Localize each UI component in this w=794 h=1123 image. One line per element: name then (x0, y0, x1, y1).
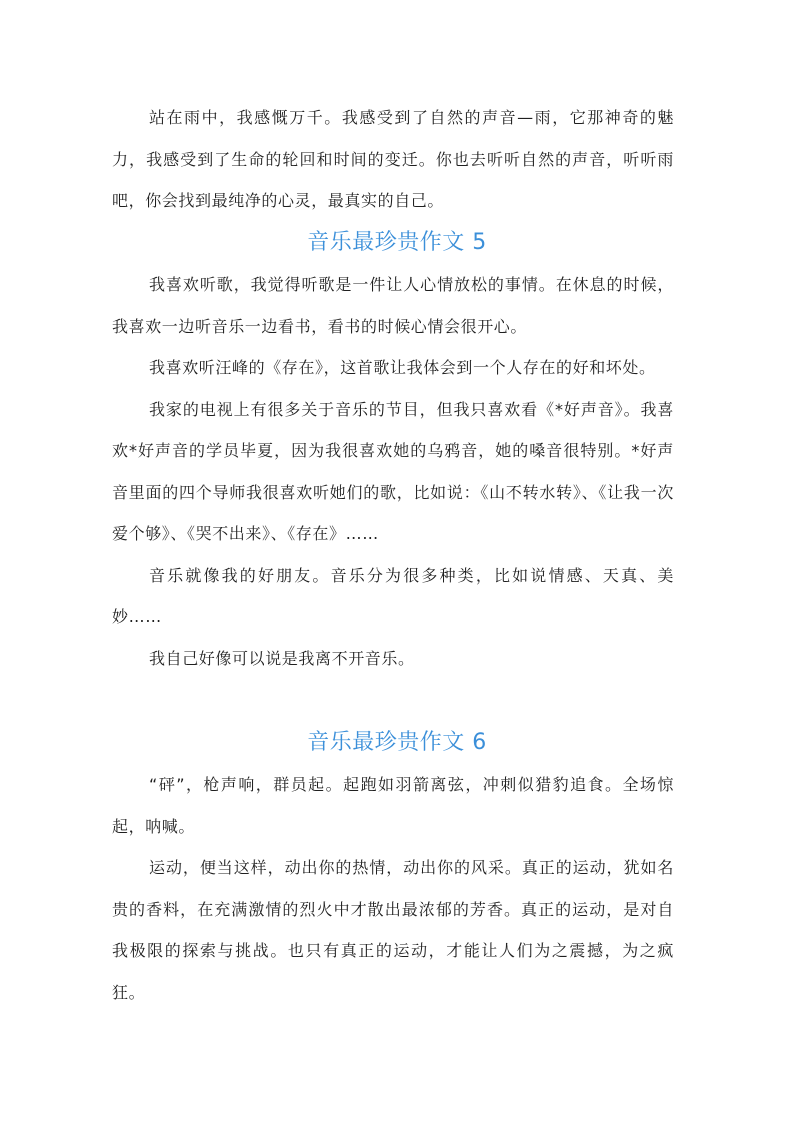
essay-4-ending (112, 97, 674, 222)
essay-5-title: 音乐最珍贵作文 5 (307, 230, 487, 255)
paragraph: “砰”，枪声响，群员起。起跑如羽箭离弦，冲刺似猎豹追食。全场惊起，呐喊。 (112, 775, 674, 836)
paragraph: 我喜欢听歌，我觉得听歌是一件让人心情放松的事情。在休息的时候，我喜欢一边听音乐一边看书，看书的时候心情会很开心。 (112, 275, 674, 336)
paragraph: 我喜欢听汪峰的《存在》，这首歌让我体会到一个人存在的好和坏处。 (149, 358, 656, 377)
paragraph: 音乐就像我的好朋友。音乐分为很多种类，比如说情感、天真、美妙…… (112, 565, 674, 626)
paragraph: 站在雨中，我感慨万千。我感受到了自然的声音—雨，它那神奇的魅力，我感受到了生命的轮回和时间的变迁。你也去听听自然的声音，听听雨吧，你会找到最纯净的心灵，最真实的自己。 (112, 108, 674, 210)
essay-6-title: 音乐最珍贵作文 6 (307, 730, 487, 755)
paragraph: 运动，便当这样，动出你的热情，动出你的风采。真正的运动，犹如名贵的香料，在充满激情的烈火中才散出最浓郁的芳香。真正的运动，是对自我极限的探索与挑战。也只有真正的运动，才能让人们为之震撼，为之疯狂。 (112, 858, 674, 1002)
essay-6-body (112, 764, 674, 1013)
essay-5-body (112, 264, 674, 679)
paragraph: 我家的电视上有很多关于音乐的节目，但我只喜欢看《*好声音》。我喜欢*好声音的学员毕夏，因为我很喜欢她的乌鸦音，她的嗓音很特别。*好声音里面的四个导师我很喜欢听她们的歌，比如说：《山不转水转》、《让我一次爱个够》、《哭不出来》、《存在》…… (112, 399, 674, 543)
paragraph: 我自己好像可以说是我离不开音乐。 (149, 648, 415, 668)
